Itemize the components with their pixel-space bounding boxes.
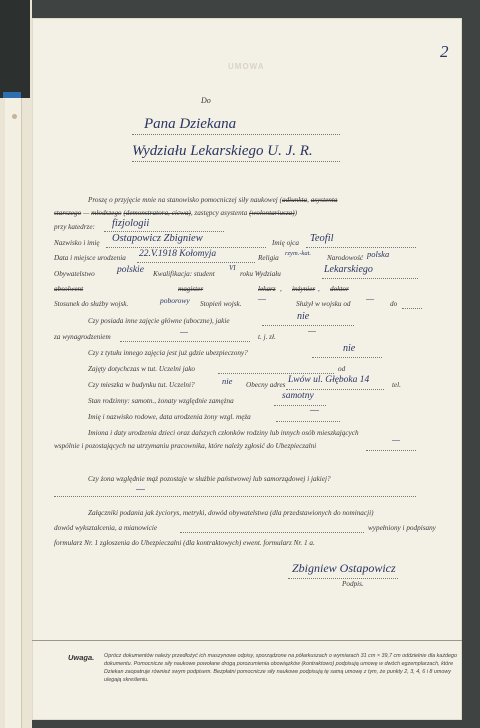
other-job-value: nie <box>297 311 310 322</box>
nationality-label: Narodowość <box>327 254 364 262</box>
attachments-line3: formularz Nr. 1 zgłoszenia do Ubezpieczalni (dla kontraktowych) ewent. formularz Nr. 1 a. <box>54 539 315 547</box>
degree-absolwent: absolwent <box>54 285 84 293</box>
children-line1: Imiona i daty urodzenia dzieci oraz dalszych członków rodziny lub innych osób mieszkających <box>88 429 359 437</box>
watermark: UMOWA <box>228 62 265 71</box>
footnote-separator <box>32 640 462 641</box>
header-do: Do <box>201 96 211 105</box>
insured-value: nie <box>343 343 356 354</box>
family-label: Stan rodzinny: samotn., żonaty względnie zamężna <box>88 397 234 405</box>
request-line1: Proszę o przyjęcie mnie na stanowisko pomocniczej siły naukowej (adiunkta, asystenta <box>88 196 338 204</box>
building-label: Czy mieszka w budynku tut. Uczelni? <box>88 381 195 389</box>
nationality-value: polska <box>367 249 390 259</box>
dotted-line <box>286 389 384 390</box>
dotted-line <box>132 134 340 135</box>
dotted-line <box>276 421 340 422</box>
binder-edge <box>0 0 32 728</box>
address-value: Lwów ul. Głęboka 14 <box>288 375 370 385</box>
dotted-line <box>104 231 224 232</box>
attachments-line2-a: dowód wykształcenia, a mianowicie <box>54 524 158 532</box>
birth-value: 22.V.1918 Kołomyja <box>139 249 217 259</box>
served-label: Służył w wojsku od <box>296 300 351 308</box>
other-job-label: Czy posiada inne zajęcie główne (uboczne), jakie <box>88 317 230 325</box>
degree-magister: magister <box>178 285 204 293</box>
dotted-line <box>180 532 364 533</box>
citizenship-label: Obywatelstwo <box>54 270 95 278</box>
spouse-label: Imię i nazwisko rodowe, data urodzenia żony wzgl. męża <box>88 413 251 421</box>
tel-label: tel. <box>392 381 401 389</box>
dotted-line <box>288 578 398 579</box>
dotted-line <box>106 247 266 248</box>
dotted-line <box>218 373 334 374</box>
salary-tj-label: t. j. zł. <box>258 333 276 341</box>
insured-label: Czy z tytułu innego zajęcia jest już gdzie ubezpieczony? <box>88 349 248 357</box>
comma: , <box>280 285 282 293</box>
building-value: nie <box>222 376 233 386</box>
name-label: Nazwisko i imię <box>54 239 100 247</box>
religion-value: rzym.-kat. <box>285 250 311 257</box>
footnote-text: Oprócz dokumentów należy przedłożyć ich maszynowe odpisy, sporządzone na półarkuszach o wymiarach 31 cm × 39,7 cm oddzielnie dla każdego dokumentu. Pomocnicze siły naukowe powołane drogą porozumienia obowiązków (kontraktowo) podpisują umowę w dwóch egzemplarzach, które Dziekan zaopatruje również swym podpisem. Bezpłatni pomocnicze siły naukowe podpisują tę samą umowę z tym, że punkty 2, 3, 4, 6 i 8 umowy ulegają skreśleniu. <box>104 653 458 683</box>
binder-dot <box>12 114 17 119</box>
attachments-line2-b: wypełniony i podpisany <box>368 524 436 532</box>
salary-tj-value: — <box>308 326 317 336</box>
binder-strip <box>5 0 22 728</box>
military-label: Stosunek do służby wojsk. <box>54 300 129 308</box>
dotted-line <box>132 161 340 162</box>
binder-blue-tab <box>3 92 21 98</box>
addressee-line1: Pana Dziekana <box>144 116 237 132</box>
dotted-line <box>137 262 255 263</box>
katedra-label: przy katedrze: <box>54 223 95 231</box>
name-value: Ostapowicz Zbigniew <box>112 233 203 244</box>
father-value: Teofil <box>310 233 334 244</box>
dotted-line <box>322 278 418 279</box>
request-line2: starszego — młodszego (demonstratora, cicwa), zastępcy asystenta (wolontariusza)) <box>54 209 298 217</box>
dotted-line <box>306 247 416 248</box>
spouse-value: — <box>310 405 319 416</box>
birth-label: Data i miejsce urodzenia <box>54 254 126 262</box>
address-label: Obecny adres <box>246 381 286 389</box>
faculty-value: Lekarskiego <box>324 264 373 275</box>
attachments-line1: Załączniki podania jak życiorys, metryki, dowód obywatelstwa (dla przedstawionych do nominacji) <box>88 509 374 517</box>
katedra-value: fizjologii <box>112 218 150 229</box>
signature: Zbigniew Ostapowicz <box>292 561 396 575</box>
dotted-line <box>312 357 382 358</box>
children-value: — <box>392 435 401 445</box>
dotted-line <box>120 341 250 342</box>
qualification-label: Kwalifikacja: student <box>153 270 215 278</box>
page-number: 2 <box>440 42 449 61</box>
citizenship-value: polskie <box>117 265 144 275</box>
family-value: samotny <box>282 391 314 401</box>
binder-tab <box>0 0 30 98</box>
degree-lekarz: lekarz <box>258 285 276 293</box>
wife-service-label: Czy żona względnie mąż pozostaje w służbie państwowej lub samorządowej i jakiej? <box>88 475 331 483</box>
comma: , <box>318 285 320 293</box>
rank-value: — <box>258 294 267 304</box>
employed-label: Zajęty dotychczas w tut. Uczelni jako <box>88 365 195 373</box>
children-line2: wspólnie i pozostających na utrzymaniu pracownika, które należy zgłosić do Ubezpieczalni <box>54 442 317 450</box>
salary-value: — <box>180 327 189 337</box>
dotted-line <box>402 308 422 309</box>
signature-label: Podpis. <box>342 580 364 588</box>
wife-service-value: — <box>136 484 145 495</box>
served-from-value: — <box>366 294 375 304</box>
degree-inzynier: inżynier <box>292 285 316 293</box>
footnote-head: Uwaga. <box>68 653 95 662</box>
father-label: Imię ojca <box>272 239 299 247</box>
employed-od-label: od <box>338 365 346 373</box>
religion-label: Religia <box>258 254 279 262</box>
dotted-line <box>54 496 416 497</box>
served-to-label: do <box>390 300 398 308</box>
year-label: roku Wydziału <box>240 270 281 278</box>
military-value: poborowy <box>160 296 190 305</box>
rank-label: Stopień wojsk. <box>200 300 242 308</box>
addressee-line2: Wydziału Lekarskiego U. J. R. <box>132 143 313 159</box>
salary-label: za wynagrodzeniem <box>54 333 111 341</box>
year-value: VI <box>229 264 236 272</box>
dotted-line <box>366 450 416 451</box>
degree-doktor: doktor <box>330 285 349 293</box>
